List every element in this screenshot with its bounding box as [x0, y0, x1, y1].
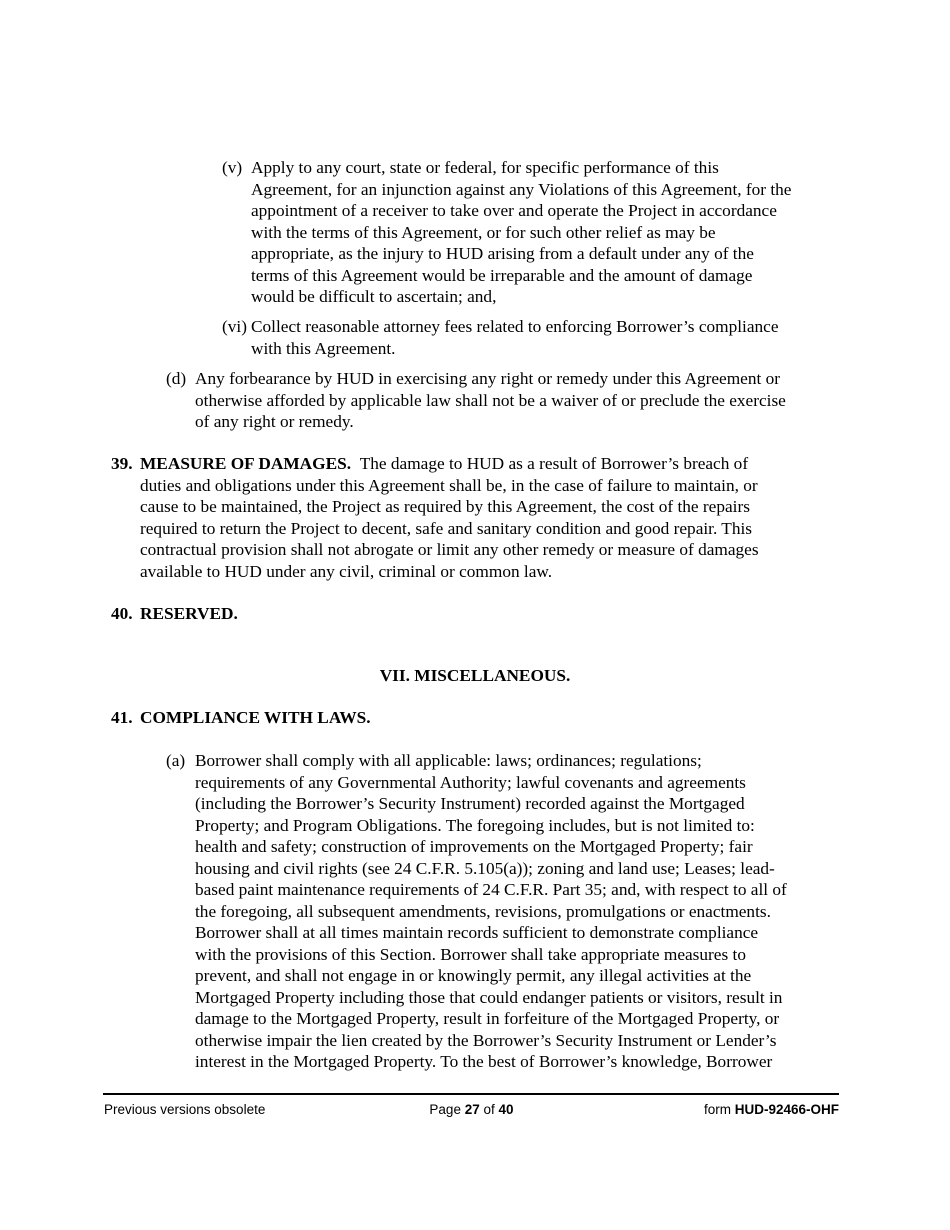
text-line: prevent, and shall not engage in or knowingly permit, any illegal activities at the: [195, 966, 752, 985]
footer-page-total: 40: [498, 1102, 514, 1117]
item-41a-label: (a): [166, 751, 186, 770]
text-line: would be difficult to ascertain; and,: [251, 287, 497, 306]
text-line: Any forbearance by HUD in exercising any right or remedy under this Agreement or: [195, 369, 780, 388]
item-vi: [222, 316, 851, 359]
item-41a: [166, 750, 855, 1073]
text-line: with the provisions of this Section. Borrower shall take appropriate measures to: [195, 944, 746, 964]
item-d: [166, 368, 855, 433]
text-line: based paint maintenance requirements of 24 C.F.R. Part 35; and, with respect to all of: [195, 880, 787, 899]
text-line: required to return the Project to decent, safe and sanitary condition and good repair. This: [140, 518, 753, 538]
section-39-first-line: [140, 453, 855, 475]
section-39-heading: MEASURE OF DAMAGES.: [140, 454, 352, 473]
item-d-label: (d): [166, 369, 187, 388]
section-39-lead-text: The damage to HUD as a result of Borrower’s breach of: [359, 454, 749, 473]
item-d-text: [195, 368, 855, 433]
text-line: Mortgaged Property including those that could endanger patients or visitors, result in: [195, 987, 783, 1007]
text-line: Agreement, for an injunction against any Violations of this Agreement, for the: [251, 179, 792, 199]
article-heading: VII. MISCELLANEOUS.: [379, 666, 571, 685]
section-39-number: 39.: [111, 454, 133, 473]
footer: [104, 1101, 839, 1119]
text-line: appointment of a receiver to take over and operate the Project in accordance: [251, 201, 777, 220]
footer-page-word: Page: [429, 1102, 461, 1117]
text-line: available to HUD under any civil, criminal or common law.: [140, 561, 553, 581]
text-line: Borrower shall comply with all applicable: laws; ordinances; regulations;: [195, 751, 702, 770]
section-41: [111, 707, 640, 729]
footer-obsolete-note: Previous versions obsolete: [104, 1102, 266, 1117]
item-vi-text: [251, 316, 851, 359]
text-line: damage to the Mortgaged Property, result in forfeiture of the Mortgaged Property, or: [195, 1009, 780, 1028]
footer-form-word: form: [703, 1102, 731, 1117]
text-line: Property; and Program Obligations. The foregoing includes, but is not limited to:: [195, 815, 755, 835]
text-line: contractual provision shall not abrogate or limit any other remedy or measure of damages: [140, 540, 759, 559]
text-line: appropriate, as the injury to HUD arising from a default under any of the: [251, 244, 754, 263]
text-line: Apply to any court, state or federal, for specific performance of this: [251, 158, 719, 177]
text-line: with this Agreement.: [251, 338, 396, 358]
text-line: otherwise impair the lien created by the Borrower’s Security Instrument or Lender’s: [195, 1030, 777, 1050]
text-line: the foregoing, all subsequent amendments, revisions, promulgations or enactments.: [195, 901, 771, 921]
text-line: cause to be maintained, the Project as required by this Agreement, the cost of the repairs: [140, 497, 750, 516]
text-line: requirements of any Governmental Authority; lawful covenants and agreements: [195, 772, 746, 792]
footer-rule: [103, 1093, 839, 1095]
text-line: of any right or remedy.: [195, 412, 354, 431]
section-40-number: 40.: [111, 604, 133, 623]
footer-page-of: of: [483, 1102, 495, 1117]
text-line: with the terms of this Agreement, or for such other relief as may be: [251, 222, 716, 242]
item-41a-text: [195, 750, 855, 1073]
item-v: [222, 157, 851, 308]
text-line: interest in the Mortgaged Property. To the best of Borrower’s knowledge, Borrower: [195, 1052, 773, 1071]
footer-form-number: HUD-92466-OHF: [734, 1102, 839, 1117]
text-line: housing and civil rights (see 24 C.F.R. 5.105(a)); zoning and land use; Leases; lead-: [195, 858, 775, 878]
text-line: Collect reasonable attorney fees related to enforcing Borrower’s compliance: [251, 317, 779, 336]
item-v-text: [251, 157, 851, 308]
footer-page-current: 27: [464, 1102, 480, 1117]
text-line: health and safety; construction of improvements on the Mortgaged Property; fair: [195, 837, 753, 856]
text-line: otherwise afforded by applicable law shall not be a waiver of or preclude the exercise: [195, 390, 786, 410]
footer-form-id: [704, 1101, 839, 1119]
item-v-label: (v): [222, 158, 243, 177]
section-41-heading: COMPLIANCE WITH LAWS.: [140, 708, 371, 727]
text-line: terms of this Agreement would be irreparable and the amount of damage: [251, 265, 753, 285]
section-40: [111, 603, 540, 625]
text-line: duties and obligations under this Agreement shall be, in the case of failure to maintain, or: [140, 475, 758, 495]
section-39-text: [140, 475, 855, 583]
section-41-number: 41.: [111, 708, 133, 727]
text-line: Borrower shall at all times maintain records sufficient to demonstrate compliance: [195, 923, 759, 942]
section-39: [111, 453, 855, 582]
section-40-heading: RESERVED.: [140, 604, 238, 623]
text-line: (including the Borrower’s Security Instrument) recorded against the Mortgaged: [195, 794, 745, 813]
item-vi-label: (vi): [222, 317, 247, 336]
